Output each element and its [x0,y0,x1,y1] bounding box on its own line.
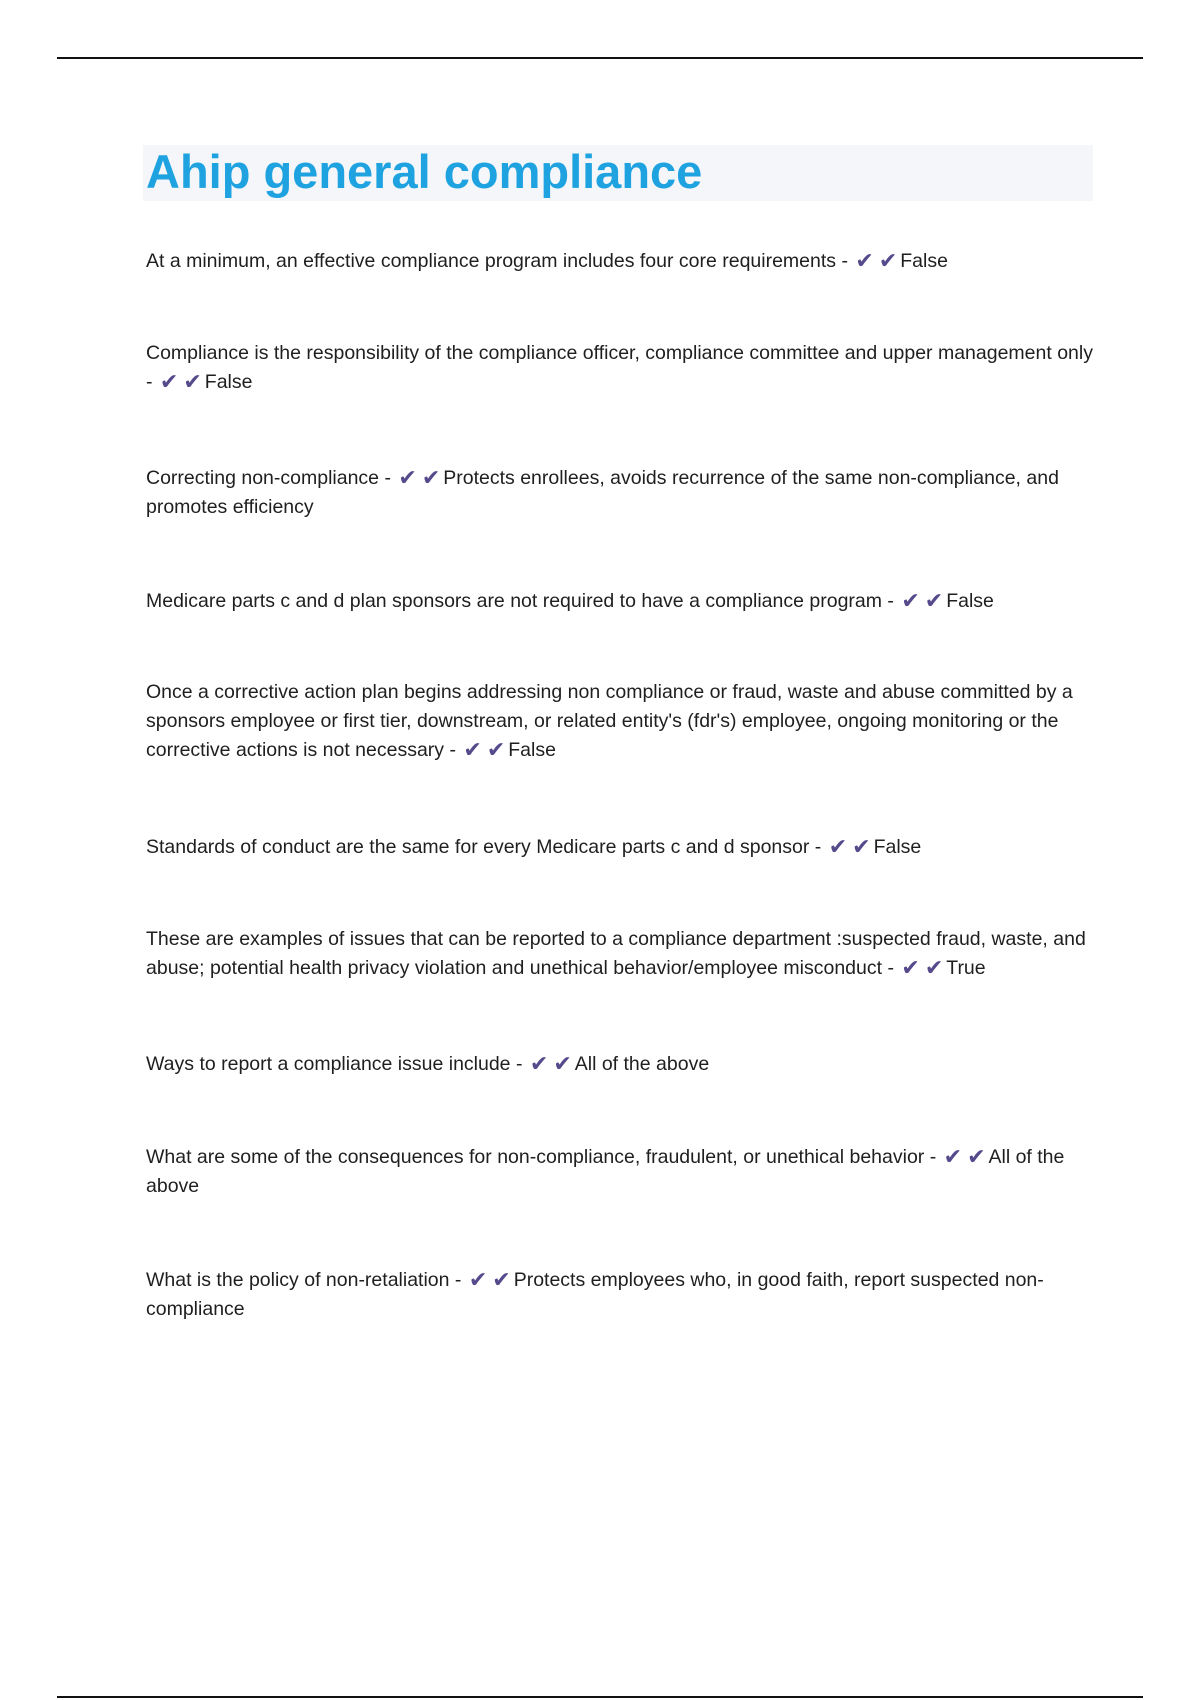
answer-text: False [900,250,948,272]
question-text: Correcting non-compliance - [146,467,391,489]
answer-text: All of the above [574,1053,710,1075]
checkmark-icon: ✔ [529,1052,549,1077]
checkmark-icon: ✔ [468,1268,488,1293]
checkmark-icon: ✔ [855,249,874,274]
qa-item [146,587,1096,616]
top-divider [57,57,1143,59]
qa-item [146,247,1096,276]
question-text: These are examples of issues that can be reported to a compliance department :suspected fraud, waste, and abuse; potential health privacy violation and unethical behavior/employee misconduct - [146,928,1086,979]
answer-text: All of the above [146,1146,1065,1197]
answer-text: True [946,957,986,979]
checkmark-icon: ✔ [492,1268,511,1293]
answer-text: Protects enrollees, avoids recurrence of the same non-compliance, and promotes efficiency [146,467,1059,518]
question-text: Compliance is the responsibility of the compliance officer, compliance committee and upper management only - [146,342,1093,393]
qa-item [146,678,1096,765]
checkmark-icon: ✔ [398,466,417,491]
checkmark-icon: ✔ [924,956,944,981]
question-text: At a minimum, an effective compliance program includes four core requirements - [146,250,848,272]
checkmark-icon: ✔ [486,738,506,763]
question-text: Standards of conduct are the same for every Medicare parts c and d sponsor - [146,836,822,858]
answer-text: False [508,739,556,761]
checkmark-icon: ✔ [901,589,920,614]
qa-item [146,1143,1096,1201]
checkmark-icon: ✔ [924,589,944,614]
checkmark-icon: ✔ [878,249,898,274]
answer-text: Protects employees who, in good faith, report suspected non-compliance [146,1269,1044,1320]
qa-item [146,1266,1096,1324]
checkmark-icon: ✔ [852,835,871,860]
qa-item [146,925,1096,983]
checkmark-icon: ✔ [828,835,848,860]
checkmark-icon: ✔ [159,370,179,395]
qa-item [146,833,1096,862]
question-text: What are some of the consequences for non-compliance, fraudulent, or unethical behavior - [146,1146,937,1168]
question-text: Ways to report a compliance issue include - [146,1053,523,1075]
bottom-divider [57,1696,1143,1698]
qa-item [146,1050,1096,1079]
checkmark-icon: ✔ [901,956,920,981]
document-title: Ahip general compliance [146,145,703,198]
question-text: Medicare parts c and d plan sponsors are not required to have a compliance program - [146,590,894,612]
question-text: What is the policy of non-retaliation - [146,1269,462,1291]
answer-text: False [204,371,253,393]
checkmark-icon: ✔ [967,1145,986,1170]
checkmark-icon: ✔ [183,370,202,395]
qa-item [146,464,1096,522]
answer-text: False [946,590,994,612]
checkmark-icon: ✔ [463,738,482,763]
question-text: Once a corrective action plan begins addressing non compliance or fraud, waste and abuse committed by a sponsors employee or first tier, downstream, or related entity's (fdr's) employee, ongoing monitoring or the corrective actions is not necessary - [146,681,1073,761]
checkmark-icon: ✔ [943,1145,963,1170]
qa-item [146,339,1096,397]
checkmark-icon: ✔ [553,1052,572,1077]
checkmark-icon: ✔ [421,466,441,491]
answer-text: False [873,836,922,858]
